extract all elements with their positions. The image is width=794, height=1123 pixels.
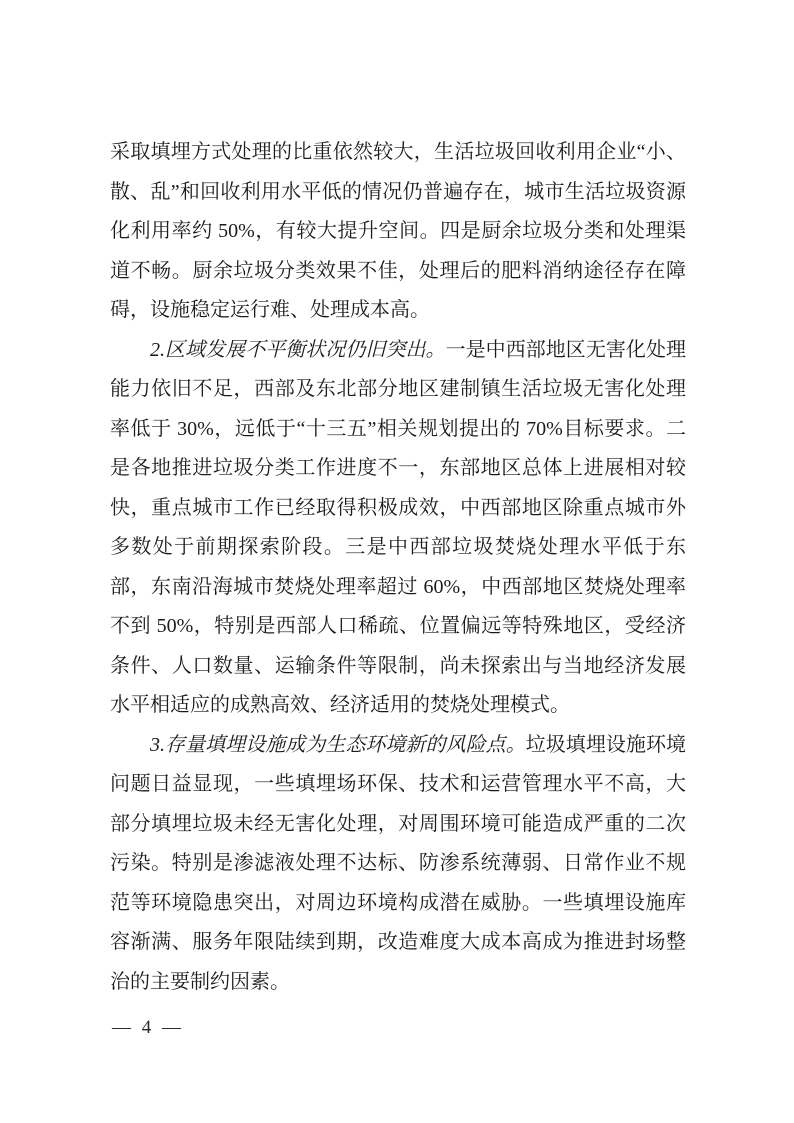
document-body bbox=[110, 133, 686, 1002]
paragraph-2-text: 一是中西部地区无害化处理能力依旧不足，西部及东北部分地区建制镇生活垃圾无害化处理率低于 30%，远低于“十三五”相关规划提出的 70%目标要求。二是各地推进垃圾分类工作进度不一，东部地区总体上进展相对较快，重点城市工作已经取得积极成效，中西部地区除重点城市外多数处于前期探索阶段。三是中西部垃圾焚烧处理水平低于东部，东南沿海城市焚烧处理率超过 60%，中西部地区焚烧处理率不到 50%，特别是西部人口稀疏、位置偏远等特殊地区，受经济条件、人口数量、运输条件等限制，尚未探索出与当地经济发展水平相适应的成熟高效、经济适用的焚烧处理模式。 bbox=[110, 338, 687, 716]
paragraph-2 bbox=[110, 331, 686, 726]
paragraph-1-text: 采取填埋方式处理的比重依然较大，生活垃圾回收利用企业“小、散、乱”和回收利用水平低的情况仍普遍存在，城市生活垃圾资源化利用率约 50%，有较大提升空间。四是厨余垃圾分类和处理渠道不畅。厨余垃圾分类效果不佳，处理后的肥料消纳途径存在障碍，设施稳定运行难、处理成本高。 bbox=[110, 141, 686, 321]
paragraph-3 bbox=[110, 726, 686, 1003]
paragraph-3-lead: 3.存量填埋设施成为生态环境新的风险点。 bbox=[150, 733, 526, 756]
paragraph-3-text: 垃圾填埋设施环境问题日益显现，一些填埋场环保、技术和运营管理水平不高，大部分填埋垃圾未经无害化处理，对周围环境可能造成严重的二次污染。特别是渗滤液处理不达标、防渗系统薄弱、日常作业不规范等环境隐患突出，对周边环境构成潜在威胁。一些填埋设施库容渐满、服务年限陆续到期，改造难度大成本高成为推进封场整治的主要制约因素。 bbox=[110, 733, 687, 993]
paragraph-1 bbox=[110, 133, 686, 331]
paragraph-2-lead: 2.区域发展不平衡状况仍旧突出。 bbox=[150, 338, 446, 361]
page-number: — 4 — bbox=[112, 1017, 184, 1038]
